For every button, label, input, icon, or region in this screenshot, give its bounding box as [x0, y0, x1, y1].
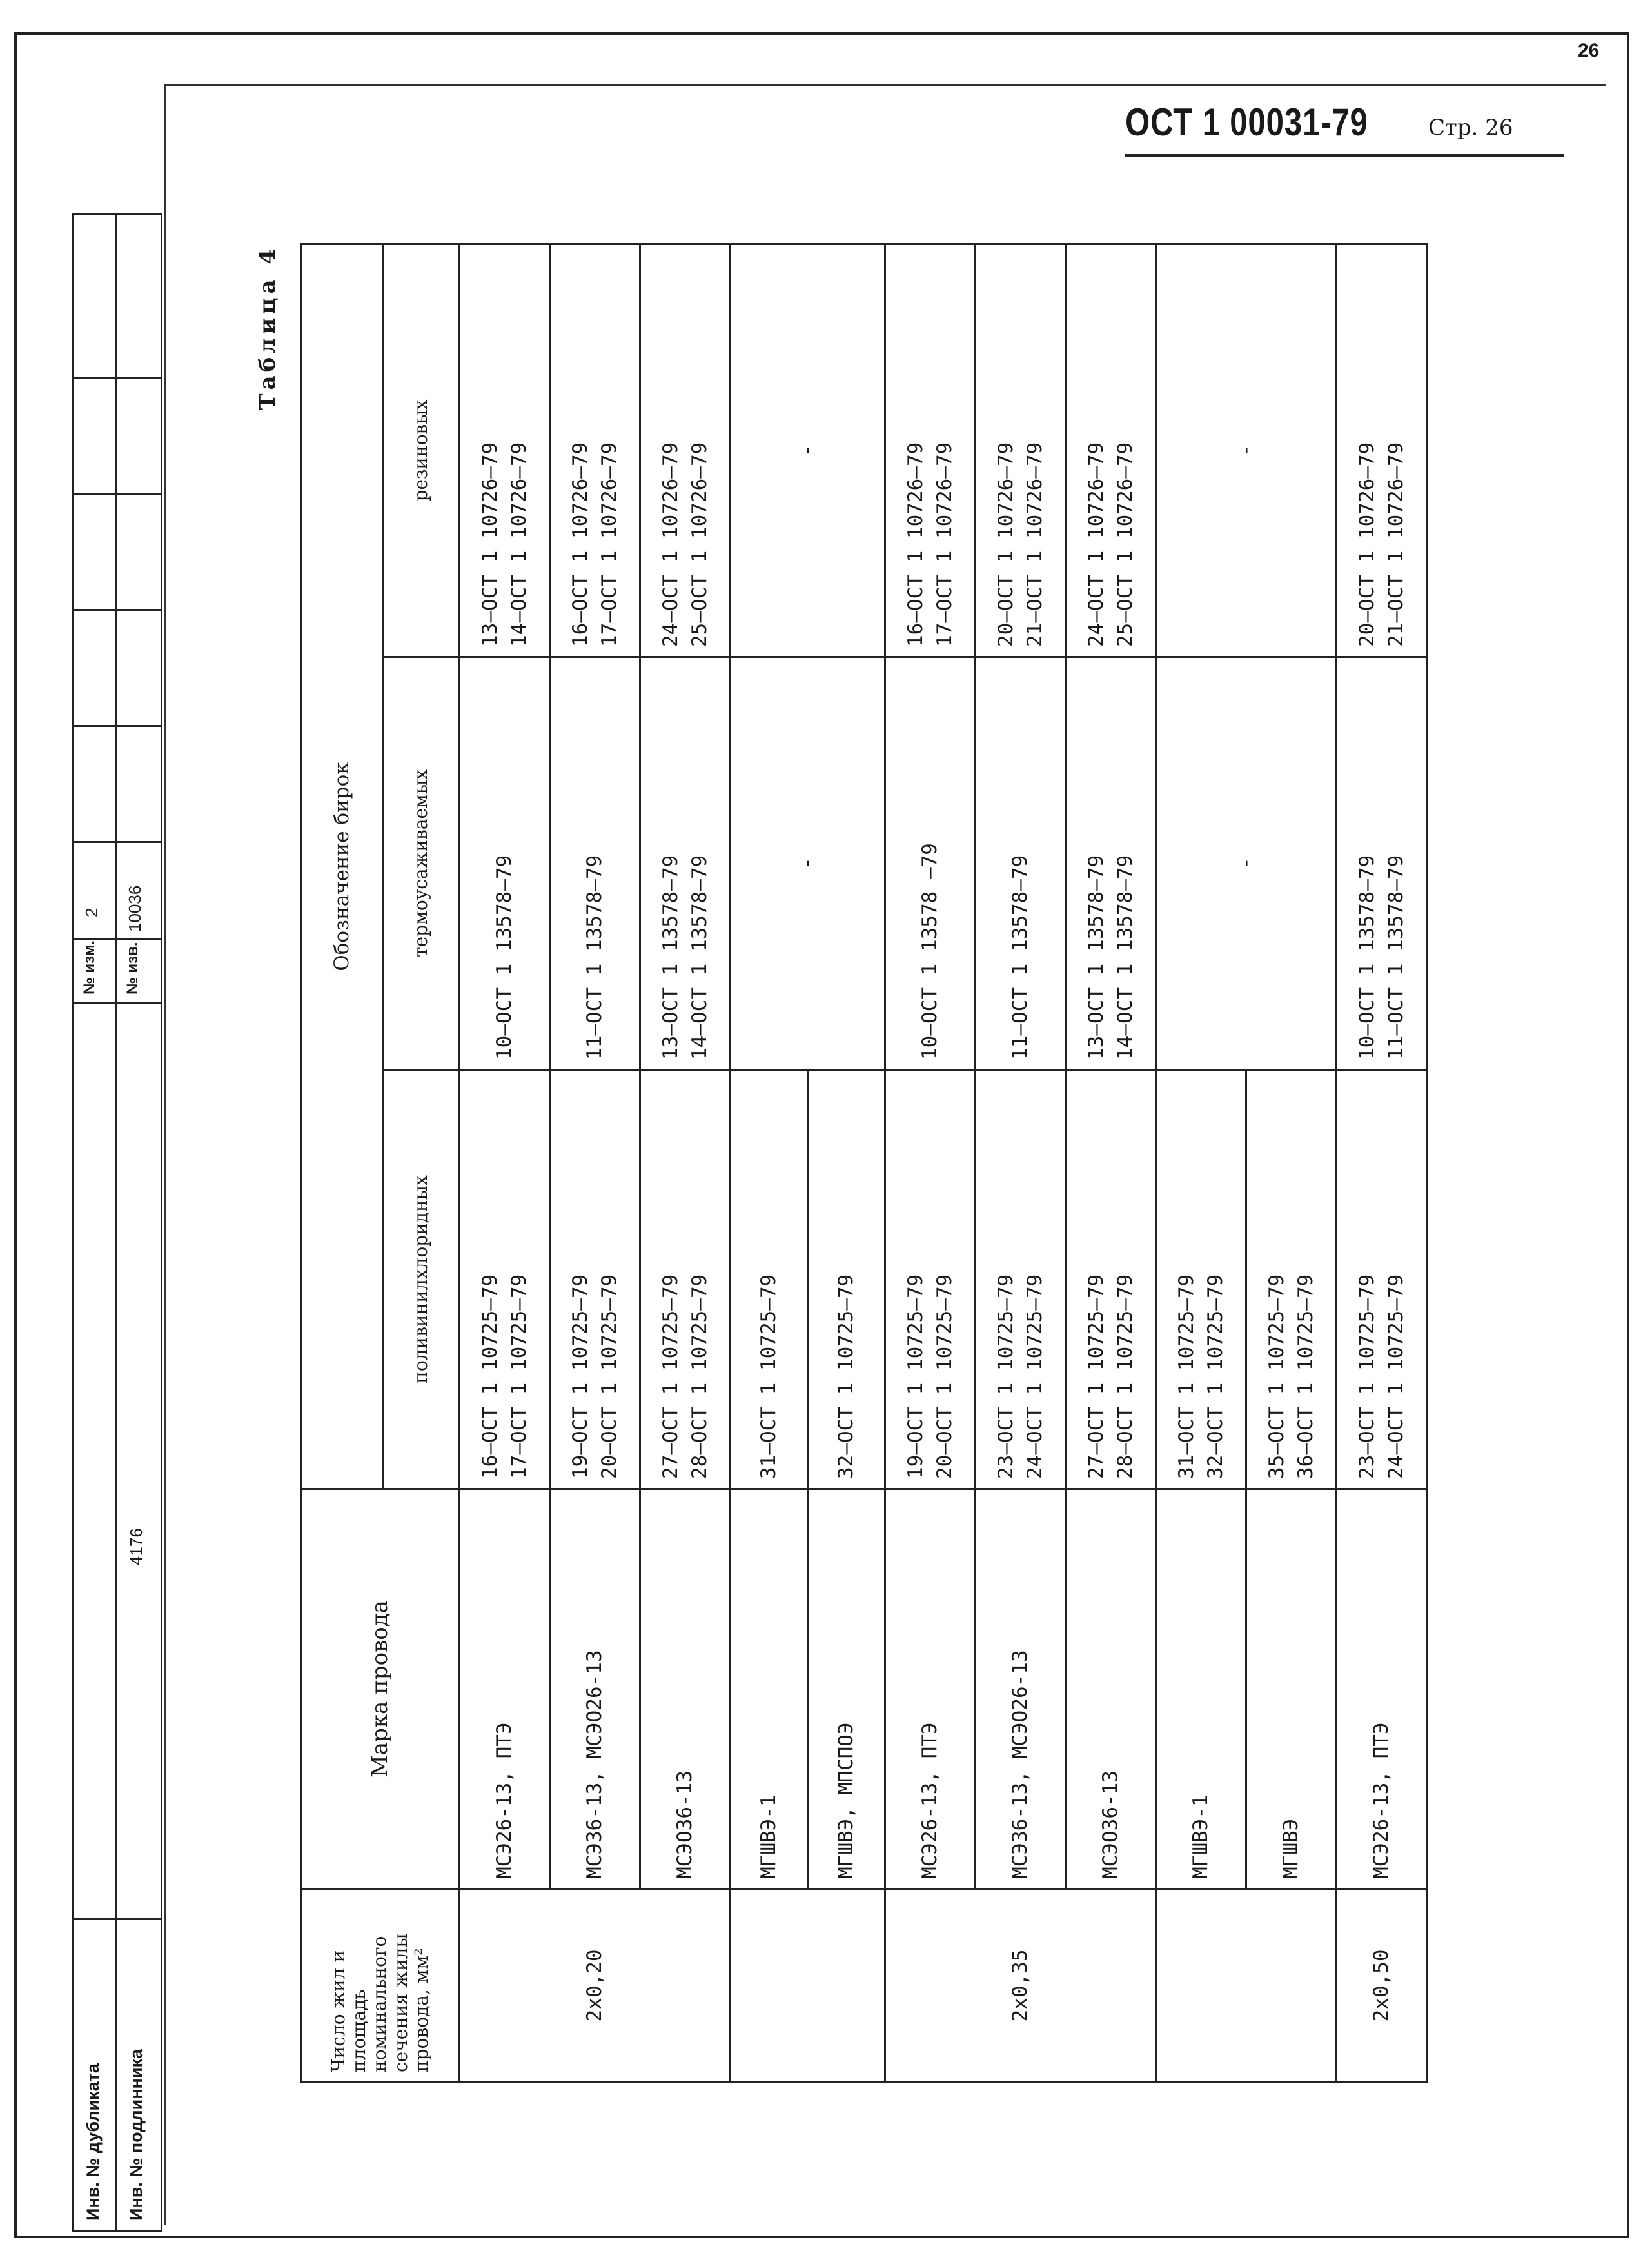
- tag-designation: 16–ОСТ 1 10726–79: [903, 442, 927, 647]
- tag-designation: 20–ОСТ 1 10725–79: [932, 1274, 956, 1479]
- stamp-divider: [74, 377, 115, 379]
- brand-cell: МГШВЭ-1: [1156, 1489, 1246, 1889]
- tag-designation: 13–ОСТ 1 13578–79: [1084, 855, 1108, 1060]
- stamp-divider: [74, 609, 115, 611]
- rubber-cell: [1066, 244, 1156, 657]
- table-row: [1156, 244, 1246, 2082]
- stamp-divider: [117, 377, 161, 379]
- pvc-cell: [550, 1070, 640, 1489]
- stamp-divider: [74, 938, 115, 940]
- cores-cell: [1156, 1889, 1337, 2083]
- orig-row: [117, 213, 162, 2232]
- tag-designation: 11–ОСТ 1 13578–79: [1008, 855, 1032, 1060]
- rubber-cell: [640, 244, 731, 657]
- stamp-divider: [117, 1918, 161, 1920]
- tag-designation: 19–ОСТ 1 10725–79: [903, 1274, 927, 1479]
- tag-designation: 20–ОСТ 1 10726–79: [1355, 442, 1379, 647]
- table-row: [976, 244, 1066, 2082]
- heat-cell: [1156, 657, 1337, 1070]
- izm-value: 2: [82, 907, 101, 917]
- tag-designation: 32–ОСТ 1 10725–79: [834, 1274, 858, 1479]
- stamp-divider: [74, 841, 115, 843]
- table-row: [1337, 244, 1427, 2082]
- tag-designation: 21–ОСТ 1 10726–79: [1023, 442, 1047, 647]
- brand-cell: МСЭ36-13, МСЭО26-13: [550, 1489, 640, 1889]
- header-heat: термоусаживаемых: [384, 657, 460, 1070]
- pvc-cell: [976, 1070, 1066, 1489]
- header-brand: Марка провода: [301, 1489, 460, 1889]
- tag-designation: 28–ОСТ 1 10725–79: [1113, 1274, 1137, 1479]
- tag-designation: 24–ОСТ 1 10726–79: [658, 442, 682, 647]
- tag-designation: 31–ОСТ 1 10725–79: [1174, 1274, 1198, 1479]
- izv-label: № изв.: [124, 942, 141, 995]
- tag-designation: 25–ОСТ 1 10726–79: [687, 442, 711, 647]
- heat-cell: [731, 657, 885, 1070]
- brand-cell: МСЭ36-13, МСЭО26-13: [976, 1489, 1066, 1889]
- heat-cell: [1337, 657, 1427, 1070]
- stamp-divider: [117, 841, 161, 843]
- header-cores: Число жил и площадь номинального сечения жилы провода, мм²: [301, 1889, 460, 2083]
- brand-cell: МСЭ26-13, ПТЭ: [1337, 1489, 1427, 1889]
- cores-cell: [731, 1889, 885, 2083]
- table-body: [460, 244, 1427, 2082]
- rubber-cell: [731, 244, 885, 657]
- heat-cell: [550, 657, 640, 1070]
- pvc-cell: [1337, 1070, 1427, 1489]
- tag-designation: 10–ОСТ 1 13578–79: [1355, 855, 1379, 1060]
- header-pvc: поливинилхлоридных: [384, 1070, 460, 1489]
- stamp-divider: [117, 493, 161, 495]
- heat-cell: [640, 657, 731, 1070]
- table-row: [731, 244, 808, 2082]
- rubber-cell: [550, 244, 640, 657]
- brand-cell: МГШВЭ, МПСПОЭ: [808, 1489, 885, 1889]
- table-row: [550, 244, 640, 2082]
- izv-value: 10036: [125, 885, 144, 932]
- pvc-cell: [1246, 1070, 1337, 1489]
- tag-table: [300, 243, 1428, 2083]
- doc-code-underline: [1125, 154, 1564, 157]
- brand-cell: МСЭО36-13: [1066, 1489, 1156, 1889]
- tag-designation: 28–ОСТ 1 10725–79: [687, 1274, 711, 1479]
- rubber-cell: [460, 244, 550, 657]
- tag-designation: 20–ОСТ 1 10725–79: [597, 1274, 621, 1479]
- tag-designation: 10–ОСТ 1 13578–79: [493, 855, 516, 1060]
- heat-cell: [885, 657, 976, 1070]
- brand-cell: МГШВЭ: [1246, 1489, 1337, 1889]
- pvc-cell: [460, 1070, 550, 1489]
- tag-designation: 16–ОСТ 1 10725–79: [478, 1274, 502, 1479]
- header-rubber: резиновых: [384, 244, 460, 657]
- tag-designation: 14–ОСТ 1 13578–79: [687, 855, 711, 1060]
- rubber-cell: [976, 244, 1066, 657]
- dup-row: [72, 213, 117, 2232]
- table-row: [640, 244, 731, 2082]
- tag-designation: 31–ОСТ 1 10725–79: [757, 1274, 781, 1479]
- orig-label: Инв. № подлинника: [126, 2049, 146, 2221]
- tag-designation: 11–ОСТ 1 13578–79: [583, 855, 607, 1060]
- table-row: [885, 244, 976, 2082]
- izm-label: № изм.: [81, 940, 98, 995]
- tag-designation: 35–ОСТ 1 10725–79: [1264, 1274, 1288, 1479]
- rubber-cell: [885, 244, 976, 657]
- tag-designation: 24–ОСТ 1 10726–79: [1084, 442, 1108, 647]
- tag-designation: 24–ОСТ 1 10725–79: [1384, 1274, 1408, 1479]
- heat-cell: [1066, 657, 1156, 1070]
- stamp-divider: [117, 609, 161, 611]
- table-caption: Таблица 4: [255, 245, 280, 410]
- tag-designation: 20–ОСТ 1 10726–79: [994, 442, 1018, 647]
- table-row: [1066, 244, 1156, 2082]
- tag-designation: 16–ОСТ 1 10726–79: [568, 442, 592, 647]
- stamp-divider: [117, 1002, 161, 1004]
- brand-cell: МСЭ26-13, ПТЭ: [885, 1489, 976, 1889]
- tag-designation: 17–ОСТ 1 10726–79: [597, 442, 621, 647]
- brand-cell: МСЭО36-13: [640, 1489, 731, 1889]
- brand-cell: МСЭ26-13, ПТЭ: [460, 1489, 550, 1889]
- heat-cell: [460, 657, 550, 1070]
- orig-value: 4176: [126, 1528, 146, 1565]
- tag-designation: 17–ОСТ 1 10725–79: [507, 1274, 531, 1479]
- cores-cell: 2х0,50: [1337, 1889, 1427, 2083]
- stamp-divider: [117, 938, 161, 940]
- rubber-cell: [1156, 244, 1337, 657]
- tag-designation: 19–ОСТ 1 10725–79: [568, 1274, 592, 1479]
- tag-designation: -: [796, 857, 820, 869]
- tag-designation: 32–ОСТ 1 10725–79: [1203, 1274, 1227, 1479]
- cores-cell: 2х0,20: [460, 1889, 731, 2083]
- pvc-cell: [885, 1070, 976, 1489]
- header-tags: Обозначение бирок: [301, 244, 384, 1489]
- tag-designation: 23–ОСТ 1 10725–79: [994, 1274, 1018, 1479]
- tag-designation: 24–ОСТ 1 10725–79: [1023, 1274, 1047, 1479]
- tag-designation: 14–ОСТ 1 13578–79: [1113, 855, 1137, 1060]
- pvc-cell: [1066, 1070, 1156, 1489]
- page-number: 26: [1578, 40, 1600, 61]
- pvc-cell: [808, 1070, 885, 1489]
- stamp-divider: [74, 1002, 115, 1004]
- tag-designation: -: [1234, 444, 1258, 457]
- pvc-cell: [1156, 1070, 1246, 1489]
- stamp-divider: [74, 725, 115, 727]
- stamp-divider: [74, 1918, 115, 1920]
- side-stamp: [72, 213, 162, 2232]
- brand-cell: МГШВЭ-1: [731, 1489, 808, 1889]
- tag-designation: 23–ОСТ 1 10725–79: [1355, 1274, 1379, 1479]
- heat-cell: [976, 657, 1066, 1070]
- stamp-divider: [117, 725, 161, 727]
- tag-designation: 10–ОСТ 1 13578 –79: [918, 843, 942, 1060]
- doc-page-label: Стр. 26: [1428, 115, 1513, 141]
- table-wrapper: [255, 245, 1519, 2083]
- tag-designation: -: [1234, 857, 1258, 869]
- tag-designation: 25–ОСТ 1 10726–79: [1113, 442, 1137, 647]
- tag-designation: 27–ОСТ 1 10725–79: [1084, 1274, 1108, 1479]
- tag-designation: 14–ОСТ 1 10726–79: [507, 442, 531, 647]
- header-row: [301, 244, 384, 2082]
- tag-designation: 17–ОСТ 1 10726–79: [932, 442, 956, 647]
- table-row: [460, 244, 550, 2082]
- pvc-cell: [640, 1070, 731, 1489]
- tag-designation: -: [796, 444, 820, 457]
- pvc-cell: [731, 1070, 808, 1489]
- cores-cell: 2х0,35: [885, 1889, 1156, 2083]
- stamp-divider: [74, 493, 115, 495]
- tag-designation: 27–ОСТ 1 10725–79: [658, 1274, 682, 1479]
- tag-designation: 21–ОСТ 1 10726–79: [1384, 442, 1408, 647]
- tag-designation: 11–ОСТ 1 13578–79: [1384, 855, 1408, 1060]
- tag-designation: 36–ОСТ 1 10725–79: [1293, 1274, 1317, 1479]
- tag-designation: 13–ОСТ 1 10726–79: [478, 442, 502, 647]
- rubber-cell: [1337, 244, 1427, 657]
- doc-code: ОСТ 1 00031-79: [1125, 101, 1368, 144]
- dup-label: Инв. № дубликата: [83, 2063, 103, 2221]
- tag-designation: 13–ОСТ 1 13578–79: [658, 855, 682, 1060]
